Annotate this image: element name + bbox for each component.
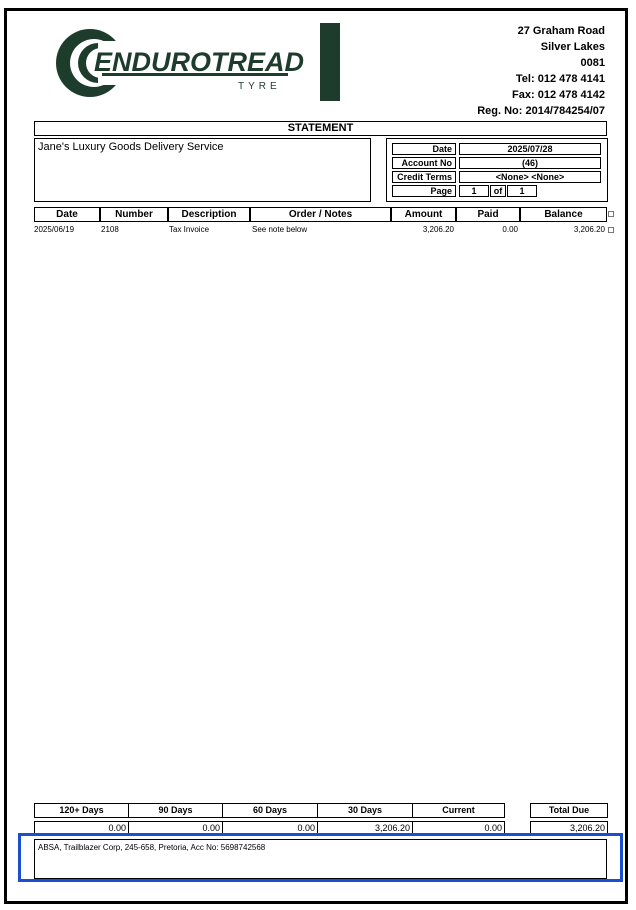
terms-label: Credit Terms bbox=[392, 171, 456, 183]
total-due-value: 3,206.20 bbox=[530, 821, 608, 835]
statement-info-box bbox=[386, 138, 608, 202]
customer-name: Jane's Luxury Goods Delivery Service bbox=[34, 138, 371, 202]
aging-30-value: 3,206.20 bbox=[317, 821, 413, 835]
row-date: 2025/06/19 bbox=[34, 225, 75, 234]
table-row bbox=[34, 224, 607, 236]
col-balance: Balance bbox=[520, 207, 607, 222]
aging-120-value: 0.00 bbox=[34, 821, 129, 835]
col-notes: Order / Notes bbox=[250, 207, 391, 222]
col-number: Number bbox=[100, 207, 168, 222]
transactions-header bbox=[34, 207, 607, 222]
aging-30-label: 30 Days bbox=[317, 803, 413, 818]
page-label: Page bbox=[392, 185, 456, 197]
aging-60-label: 60 Days bbox=[222, 803, 318, 818]
row-paid: 0.00 bbox=[502, 225, 518, 234]
col-description: Description bbox=[168, 207, 250, 222]
reg-number: Reg. No: 2014/784254/07 bbox=[477, 105, 605, 117]
col-date: Date bbox=[34, 207, 100, 222]
logo-sub-text: TYRE bbox=[238, 81, 281, 92]
company-logo bbox=[52, 25, 305, 105]
aging-current-label: Current bbox=[412, 803, 505, 818]
col-paid: Paid bbox=[456, 207, 520, 222]
row-notes: See note below bbox=[252, 225, 308, 234]
date-label: Date bbox=[392, 143, 456, 155]
address-line-1: 27 Graham Road bbox=[517, 25, 605, 37]
col-amount: Amount bbox=[391, 207, 456, 222]
account-value: (46) bbox=[459, 157, 601, 169]
tel-number: Tel: 012 478 4141 bbox=[515, 73, 605, 85]
aging-current-value: 0.00 bbox=[412, 821, 505, 835]
page-of: of bbox=[490, 185, 506, 197]
logo-divider-bar bbox=[320, 23, 340, 101]
company-address bbox=[405, 23, 605, 119]
aging-90-label: 90 Days bbox=[128, 803, 223, 818]
aging-60-value: 0.00 bbox=[222, 821, 318, 835]
terms-value: <None> <None> bbox=[459, 171, 601, 183]
aging-120-label: 120+ Days bbox=[34, 803, 129, 818]
date-value: 2025/07/28 bbox=[459, 143, 601, 155]
statement-title: STATEMENT bbox=[34, 121, 607, 136]
row-amount: 3,206.20 bbox=[422, 225, 454, 234]
logo-main-text: ENDUROTREAD bbox=[94, 47, 305, 77]
row-checkbox[interactable] bbox=[608, 227, 614, 233]
row-balance: 3,206.20 bbox=[573, 225, 605, 234]
address-line-2: Silver Lakes bbox=[540, 41, 605, 53]
bank-details: ABSA, Trailblazer Corp, 245-658, Pretoria, Acc No: 5698742568 bbox=[34, 839, 607, 879]
header-checkbox[interactable] bbox=[608, 211, 614, 217]
account-label: Account No bbox=[392, 157, 456, 169]
address-line-3: 0081 bbox=[580, 57, 605, 69]
statement-page bbox=[4, 8, 628, 904]
row-number: 2108 bbox=[101, 225, 119, 234]
row-description: Tax Invoice bbox=[169, 225, 210, 234]
total-due-label: Total Due bbox=[530, 803, 608, 818]
fax-number: Fax: 012 478 4142 bbox=[512, 89, 605, 101]
page-total: 1 bbox=[507, 185, 537, 197]
page-current: 1 bbox=[459, 185, 489, 197]
aging-90-value: 0.00 bbox=[128, 821, 223, 835]
